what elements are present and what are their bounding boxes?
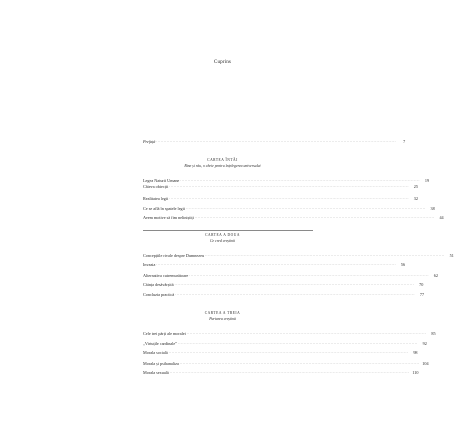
section-subtitle: Bine și rău, o cheie pentru înțelegerea universului <box>184 164 261 168</box>
toc-entry-page: 85 <box>431 331 436 336</box>
section-heading: CARTEA A TREIA <box>204 311 241 315</box>
toc-entry-page: 25 <box>413 184 418 189</box>
toc-entry-label: Morala socială <box>143 350 168 355</box>
dot-leader: ................................................................................................................................................................ <box>169 184 409 188</box>
dot-leader: ................................................................................................................................................................ <box>168 350 409 354</box>
toc-entry-label: Alternativa cutremurătoare <box>143 273 189 278</box>
dot-leader: ................................................................................................................................................................ <box>178 341 418 345</box>
toc-entry-label: „Virtuțile cardinale” <box>143 341 178 346</box>
toc-entry <box>143 262 406 267</box>
toc-entry-label: Legea Naturii Umane <box>143 178 180 183</box>
toc-entry-preface <box>143 139 406 144</box>
toc-entry <box>143 341 427 346</box>
toc-entry-label: Avem motive să fim neliniștiți <box>143 215 194 220</box>
toc-entry <box>143 206 435 211</box>
toc-entry-page: 110 <box>412 370 419 375</box>
toc-entry-page: 62 <box>433 273 438 278</box>
toc-entry <box>143 253 454 258</box>
dot-leader: ................................................................................................................................................................ <box>205 253 445 257</box>
toc-entry-page: 44 <box>439 215 444 220</box>
toc-entry <box>143 350 418 355</box>
toc-entry-page: 104 <box>422 361 429 366</box>
dot-leader: ................................................................................................................................................................ <box>185 206 426 210</box>
dot-leader: ................................................................................................................................................................ <box>156 139 397 143</box>
toc-entry-page: 7 <box>403 139 406 144</box>
toc-entry-page: 19 <box>424 178 430 183</box>
toc-entry <box>143 361 429 366</box>
toc-entry <box>143 292 425 297</box>
dot-leader: ................................................................................................................................................................ <box>179 361 420 365</box>
section-divider <box>143 230 313 231</box>
toc-entry-label: Prefață <box>143 139 156 144</box>
toc-entry <box>143 215 444 220</box>
toc-entry <box>143 273 438 278</box>
section-subtitle: Ce cred creștinii <box>209 239 236 243</box>
toc-entry-page: 70 <box>419 282 424 287</box>
toc-entry <box>143 178 430 183</box>
toc-entry-page: 51 <box>449 253 454 258</box>
toc-entry-label: Realitatea legii <box>143 196 169 201</box>
toc-entry <box>143 184 418 189</box>
toc-entry-label: Invazia <box>143 262 156 267</box>
toc-entry-label: Câteva obiecții <box>143 184 169 189</box>
toc-entry-label: Morala și psihanaliza <box>143 361 179 366</box>
toc-entry <box>143 196 418 201</box>
toc-entry <box>143 370 419 375</box>
toc-entry-label: Ce se află în spatele legii <box>143 206 185 211</box>
toc-entry-label: Concepțiile rivale despre Dumnezeu <box>143 253 205 258</box>
dot-leader: ................................................................................................................................................................ <box>169 370 410 374</box>
section-subtitle: Purtarea creștină <box>209 317 236 321</box>
dot-leader: ................................................................................................................................................................ <box>186 331 427 335</box>
dot-leader: ................................................................................................................................................................ <box>189 273 429 277</box>
toc-entry-page: 38 <box>430 206 435 211</box>
toc-entry-page: 98 <box>413 350 418 355</box>
dot-leader: ................................................................................................................................................................ <box>169 196 409 200</box>
toc-entry-label: Cele trei părți ale moralei <box>143 331 186 336</box>
toc-entry-label: Căința desăvârșită <box>143 282 174 287</box>
toc-entry-page: 32 <box>413 196 418 201</box>
dot-leader: ................................................................................................................................................................ <box>174 282 415 286</box>
section-heading: CARTEA ÎNTÂI <box>207 158 238 162</box>
toc-entry-page: 56 <box>400 262 406 267</box>
toc-entry-label: Concluzia practică <box>143 292 175 297</box>
toc-entry <box>143 331 436 336</box>
dot-leader: ................................................................................................................................................................ <box>175 292 416 296</box>
dot-leader: ................................................................................................................................................................ <box>156 262 397 266</box>
toc-entry-page: 77 <box>419 292 425 297</box>
dot-leader: ................................................................................................................................................................ <box>180 178 421 182</box>
section-heading: CARTEA A DOUA <box>205 233 240 237</box>
toc-entry <box>143 282 424 287</box>
toc-entry-page: 92 <box>422 341 427 346</box>
toc-entry-label: Morala sexuală <box>143 370 169 375</box>
page-title: Cuprins <box>213 59 232 65</box>
dot-leader: ................................................................................................................................................................ <box>194 215 435 219</box>
